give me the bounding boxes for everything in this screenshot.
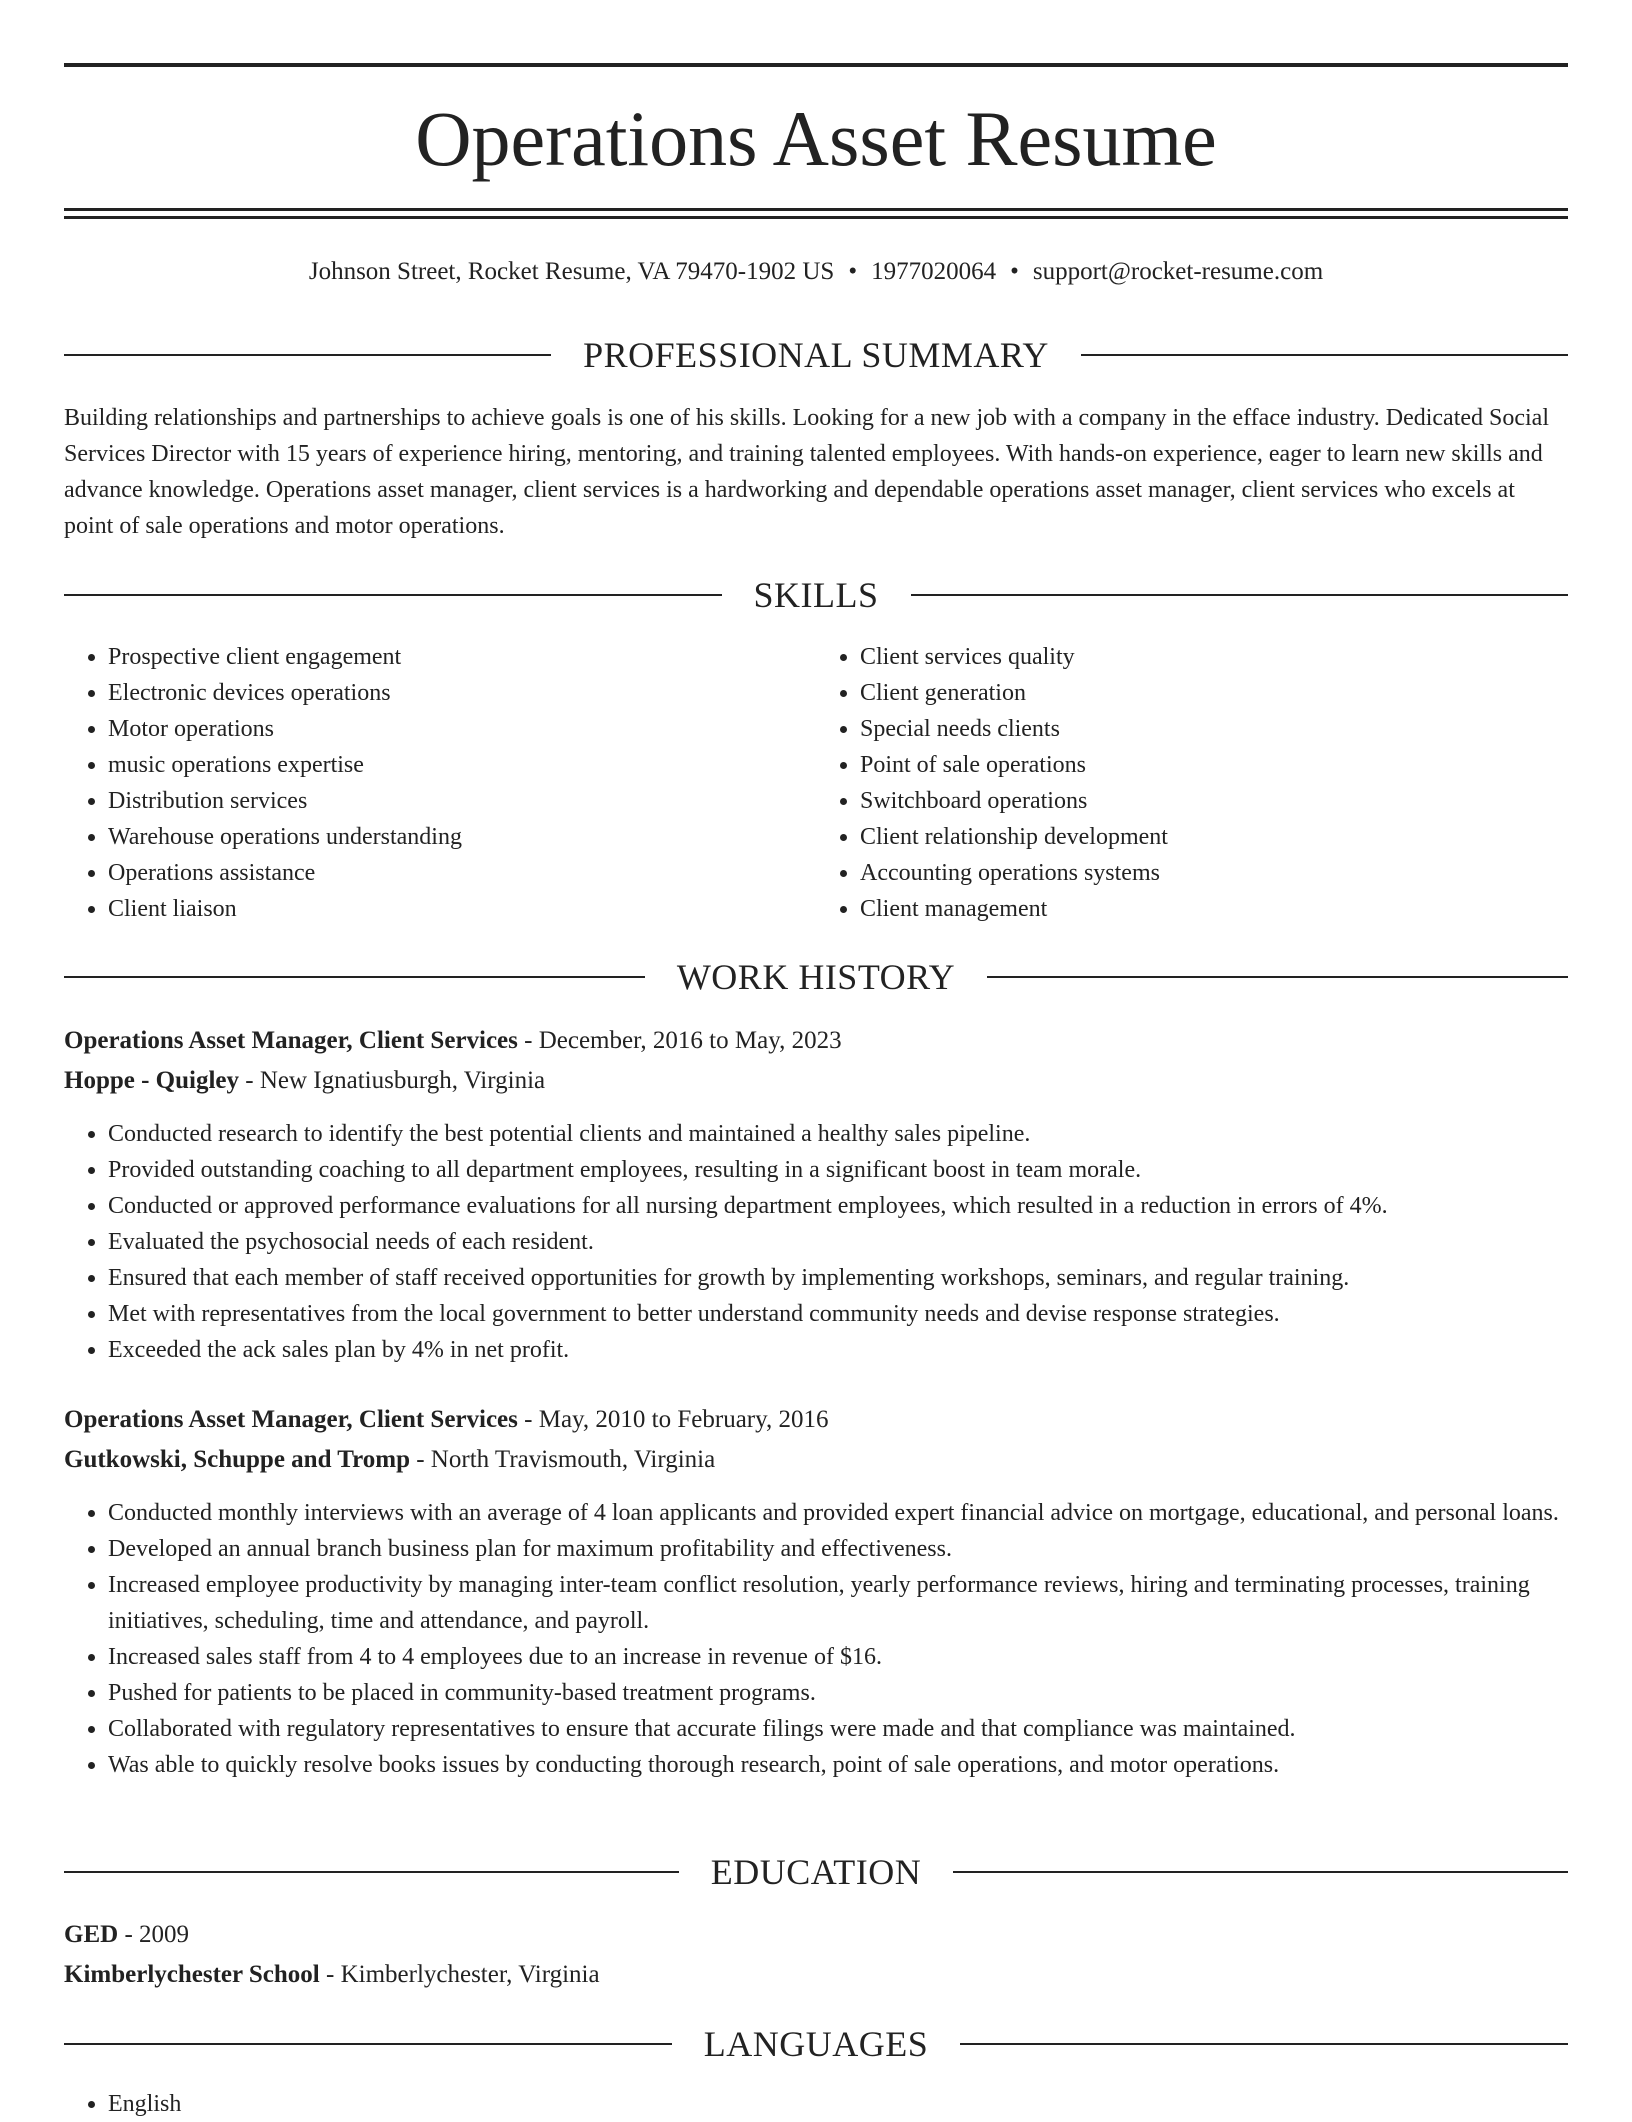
skill-item: • Motor operations bbox=[108, 711, 816, 747]
job-dates: - December, 2016 to May, 2023 bbox=[517, 1027, 842, 1054]
divider-line bbox=[987, 976, 1568, 978]
company-location: - New Ignatiusburgh, Virginia bbox=[239, 1067, 546, 1094]
skill-item: • Distribution services bbox=[108, 783, 816, 819]
section-title: EDUCATION bbox=[710, 1852, 922, 1892]
degree-year: - 2009 bbox=[118, 1921, 190, 1948]
section-heading-summary bbox=[64, 333, 1568, 377]
contact-phone: 1977020064 bbox=[871, 258, 997, 285]
company-name: Hoppe - Quigley bbox=[64, 1067, 240, 1094]
divider-line bbox=[953, 1871, 1568, 1873]
top-rule bbox=[64, 63, 1568, 67]
contact-address: Johnson Street, Rocket Resume, VA 79470-1902 US bbox=[308, 258, 835, 285]
resume-title: Operations Asset Resume bbox=[415, 95, 1217, 182]
skill-item: • Accounting operations systems bbox=[860, 855, 1568, 891]
skill-item: • Client generation bbox=[860, 675, 1568, 711]
skill-item: • music operations expertise bbox=[108, 747, 816, 783]
contact-separator: • bbox=[1010, 258, 1019, 285]
duty-item: • Provided outstanding coaching to all department employees, resulting in a significant boost in team morale. bbox=[108, 1152, 1568, 1188]
contact-line bbox=[64, 254, 1568, 290]
duty-item: • Met with representatives from the local government to better understand community needs and devise response strategies. bbox=[108, 1296, 1568, 1332]
skills-column-right bbox=[816, 639, 1568, 927]
job-title-line bbox=[64, 1400, 1568, 1440]
section-heading-work bbox=[64, 955, 1568, 999]
divider-line bbox=[64, 2043, 672, 2045]
contact-email: support@rocket-resume.com bbox=[1032, 258, 1324, 285]
divider-line bbox=[1081, 354, 1568, 356]
contact-separator: • bbox=[848, 258, 858, 285]
duty-item: • Increased sales staff from 4 to 4 employees due to an increase in revenue of $16. bbox=[108, 1639, 1568, 1675]
company-name: Gutkowski, Schuppe and Tromp bbox=[64, 1446, 410, 1473]
job-dates: - May, 2010 to February, 2016 bbox=[517, 1406, 829, 1433]
skill-item: • Client management bbox=[860, 891, 1568, 927]
skills-column-left bbox=[64, 639, 816, 927]
school-name: Kimberlychester School bbox=[64, 1961, 320, 1988]
duty-item: • Pushed for patients to be placed in community-based treatment programs. bbox=[108, 1675, 1568, 1711]
education-degree-line bbox=[64, 1915, 1568, 1955]
job-title: Operations Asset Manager, Client Services bbox=[64, 1406, 518, 1433]
skill-item: • Warehouse operations understanding bbox=[108, 819, 816, 855]
duty-item: • Conducted monthly interviews with an average of 4 loan applicants and provided expert financial advice on mortgage, educational, and personal loans. bbox=[108, 1495, 1568, 1531]
divider-line bbox=[911, 594, 1569, 596]
skill-item: • Point of sale operations bbox=[860, 747, 1568, 783]
section-heading-languages bbox=[64, 2022, 1568, 2066]
skill-item: • Electronic devices operations bbox=[108, 675, 816, 711]
languages-list bbox=[64, 2086, 1568, 2122]
duty-item: • Ensured that each member of staff received opportunities for growth by implementing workshops, seminars, and regular training. bbox=[108, 1260, 1568, 1296]
skill-item: • Prospective client engagement bbox=[108, 639, 816, 675]
job-title: Operations Asset Manager, Client Services bbox=[64, 1027, 518, 1054]
job-company-line bbox=[64, 1061, 1568, 1101]
duty-item: • Was able to quickly resolve books issues by conducting thorough research, point of sale operations, and motor operations. bbox=[108, 1747, 1568, 1783]
section-heading-education bbox=[64, 1850, 1568, 1894]
education-school-line bbox=[64, 1955, 1568, 1995]
language-item: • English bbox=[108, 2086, 1568, 2122]
divider-line bbox=[64, 1871, 679, 1873]
skill-item: • Special needs clients bbox=[860, 711, 1568, 747]
duty-item: • Conducted or approved performance evaluations for all nursing department employees, which resulted in a reduction in errors of 4%. bbox=[108, 1188, 1568, 1224]
job-duties-list bbox=[64, 1495, 1568, 1783]
summary-text: Building relationships and partnerships to achieve goals is one of his skills. Looking for a new job with a company in the efface industry. Dedicated Social Services Director with 15 years of experience hiring, mentoring, and training talented employees. With hands-on experience, eager to learn new skills and advance knowledge. Operations asset manager, client services is a hardworking and dependable operations asset manager, client services who excels at point of sale operations and motor operations. bbox=[64, 405, 1549, 539]
divider-line bbox=[64, 354, 551, 356]
title-double-rule bbox=[64, 208, 1568, 219]
divider-line bbox=[960, 2043, 1568, 2045]
degree-name: GED bbox=[64, 1921, 119, 1948]
section-title: LANGUAGES bbox=[703, 2024, 929, 2064]
job-company-line bbox=[64, 1440, 1568, 1480]
job-title-line bbox=[64, 1021, 1568, 1061]
divider-line bbox=[64, 594, 722, 596]
job-duties-list bbox=[64, 1116, 1568, 1368]
section-title: WORK HISTORY bbox=[676, 957, 956, 997]
duty-item: • Evaluated the psychosocial needs of each resident. bbox=[108, 1224, 1568, 1260]
skill-item: • Client services quality bbox=[860, 639, 1568, 675]
duty-item: • Increased employee productivity by managing inter-team conflict resolution, yearly performance reviews, hiring and terminating processes, training initiatives, scheduling, time and attendance, and payroll. bbox=[108, 1567, 1568, 1639]
skill-item: • Operations assistance bbox=[108, 855, 816, 891]
section-title: SKILLS bbox=[753, 575, 879, 615]
skill-item: • Client relationship development bbox=[860, 819, 1568, 855]
divider-line bbox=[64, 976, 645, 978]
company-location: - North Travismouth, Virginia bbox=[409, 1446, 716, 1473]
duty-item: • Developed an annual branch business plan for maximum profitability and effectiveness. bbox=[108, 1531, 1568, 1567]
section-heading-skills bbox=[64, 573, 1568, 617]
duty-item: • Exceeded the ack sales plan by 4% in net profit. bbox=[108, 1332, 1568, 1368]
section-title: PROFESSIONAL SUMMARY bbox=[583, 335, 1049, 375]
duty-item: • Conducted research to identify the best potential clients and maintained a healthy sales pipeline. bbox=[108, 1116, 1568, 1152]
skills-list bbox=[64, 639, 1568, 927]
skill-item: • Switchboard operations bbox=[860, 783, 1568, 819]
skill-item: • Client liaison bbox=[108, 891, 816, 927]
school-location: - Kimberlychester, Virginia bbox=[319, 1961, 600, 1988]
duty-item: • Collaborated with regulatory representatives to ensure that accurate filings were made and that compliance was maintained. bbox=[108, 1711, 1568, 1747]
